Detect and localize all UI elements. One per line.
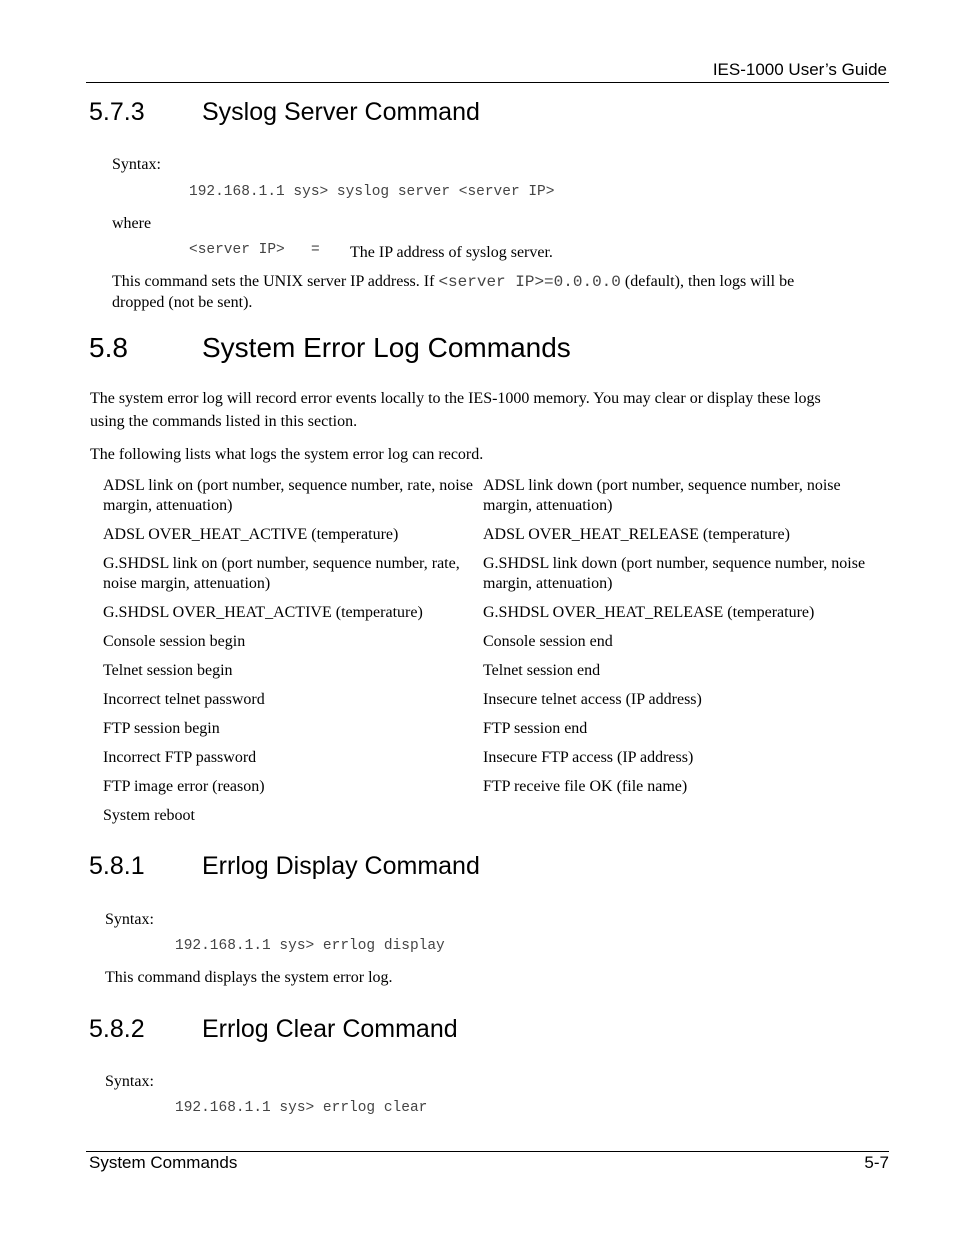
table-cell: FTP session end — [483, 720, 588, 737]
section-title-582: Errlog Clear Command — [202, 1015, 458, 1043]
table-cell: ADSL link down (port number, sequence number, noise margin, attenuation) — [483, 477, 841, 514]
table-cell: ADSL link on (port number, sequence number, rate, noise margin, attenuation) — [103, 477, 474, 514]
table-cell: FTP session begin — [103, 720, 220, 737]
code-errlog-clear: 192.168.1.1 sys> errlog clear — [175, 1100, 428, 1116]
table-row — [103, 719, 893, 748]
section-number-582: 5.8.2 — [89, 1015, 145, 1043]
table-cell: FTP receive file OK (file name) — [483, 778, 688, 795]
table-cell: Console session begin — [103, 633, 246, 650]
syslog-description-line2: dropped (not be sent). — [112, 294, 253, 311]
errlog-display-description: This command displays the system error log. — [105, 969, 393, 986]
table-cell: ADSL OVER_HEAT_RELEASE (temperature) — [483, 526, 790, 543]
section-number-573: 5.7.3 — [89, 98, 145, 126]
log-types-table — [103, 476, 893, 835]
syslog-description-line1: This command sets the UNIX server IP address. If <server IP>=0.0.0.0 (default), then logs will be — [112, 273, 795, 291]
header-rule — [86, 82, 889, 83]
param-equals: = — [311, 242, 320, 258]
table-cell: ADSL OVER_HEAT_ACTIVE (temperature) — [103, 526, 399, 543]
table-cell: G.SHDSL OVER_HEAT_RELEASE (temperature) — [483, 604, 815, 621]
table-cell: Insecure telnet access (IP address) — [483, 691, 702, 708]
table-cell: FTP image error (reason) — [103, 778, 265, 795]
table-cell: G.SHDSL link down (port number, sequence number, noise margin, attenuation) — [483, 555, 866, 592]
table-cell: Telnet session begin — [103, 662, 233, 679]
syntax-label-573: Syntax: — [112, 156, 161, 173]
table-row — [103, 554, 893, 603]
section-number-58: 5.8 — [89, 332, 128, 363]
param-description: The IP address of syslog server. — [350, 244, 553, 261]
errlog-intro-line2: using the commands listed in this section. — [90, 413, 358, 430]
syntax-label-582: Syntax: — [105, 1073, 154, 1090]
table-cell: G.SHDSL OVER_HEAT_ACTIVE (temperature) — [103, 604, 423, 621]
table-row — [103, 603, 893, 632]
section-number-581: 5.8.1 — [89, 852, 145, 880]
table-row — [103, 777, 893, 806]
table-row — [103, 661, 893, 690]
table-row — [103, 525, 893, 554]
section-title-581: Errlog Display Command — [202, 852, 480, 880]
footer-chapter: System Commands — [89, 1153, 238, 1172]
where-label: where — [112, 215, 152, 232]
inline-code-default-ip: <server IP>=0.0.0.0 — [438, 273, 621, 291]
table-cell: Incorrect telnet password — [103, 691, 265, 708]
errlog-list-intro: The following lists what logs the system error log can record. — [90, 446, 484, 463]
table-cell — [483, 806, 883, 835]
errlog-intro-line1: The system error log will record error events locally to the IES-1000 memory. You may clear or display these logs — [90, 390, 821, 407]
table-row — [103, 476, 893, 525]
footer-page-number: 5-7 — [864, 1153, 889, 1172]
table-cell: Console session end — [483, 633, 613, 650]
table-cell: Insecure FTP access (IP address) — [483, 749, 694, 766]
table-cell: Telnet session end — [483, 662, 601, 679]
code-syslog-server: 192.168.1.1 sys> syslog server <server IP> — [189, 184, 555, 200]
table-row — [103, 632, 893, 661]
code-errlog-display: 192.168.1.1 sys> errlog display — [175, 938, 445, 954]
param-name: <server IP> — [189, 242, 285, 258]
syntax-label-581: Syntax: — [105, 911, 154, 928]
footer-rule — [86, 1151, 889, 1152]
section-title-573: Syslog Server Command — [202, 98, 480, 126]
running-header: IES-1000 User’s Guide — [712, 60, 887, 79]
table-cell: Incorrect FTP password — [103, 749, 257, 766]
section-title-58: System Error Log Commands — [202, 332, 571, 363]
table-cell: System reboot — [103, 807, 195, 824]
table-row — [103, 690, 893, 719]
table-row — [103, 748, 893, 777]
table-cell: G.SHDSL link on (port number, sequence number, rate, noise margin, attenuation) — [103, 555, 460, 592]
table-row — [103, 806, 893, 835]
